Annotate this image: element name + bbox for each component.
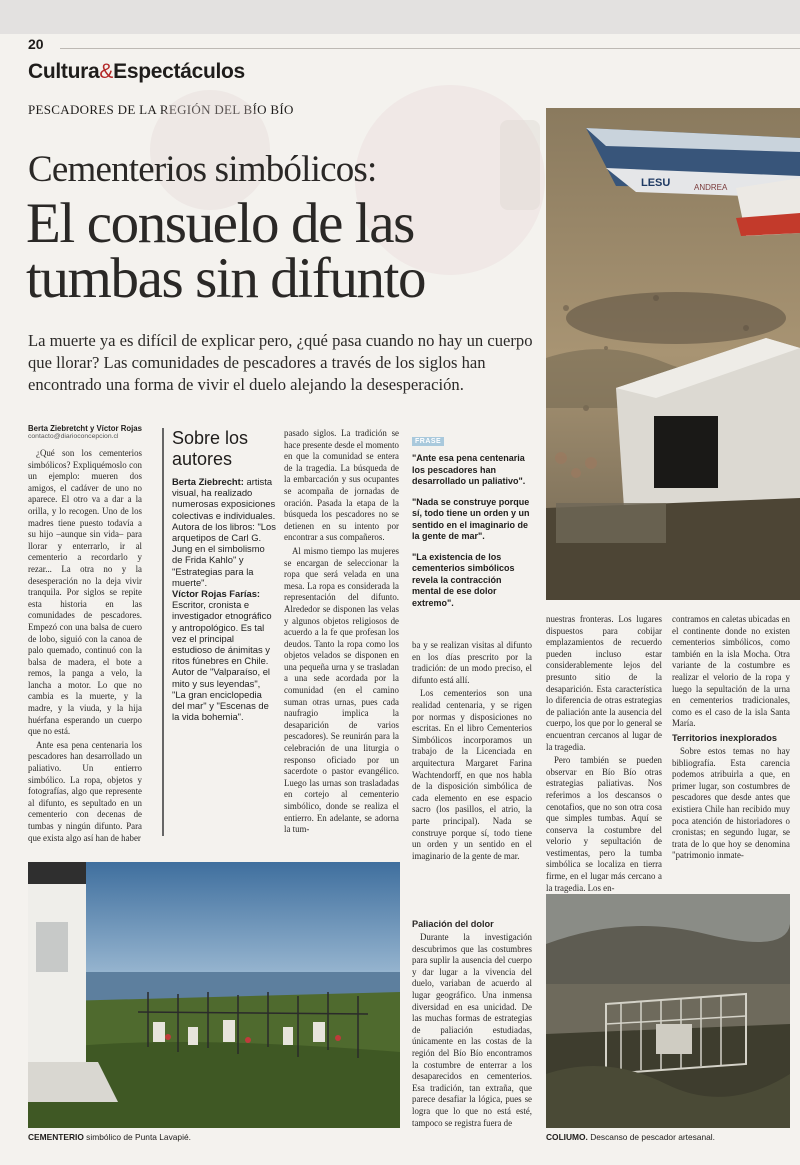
caption-coliumo-bold: COLIUMO. [546,1132,588,1142]
paragraph: Ante esa pena centenaria los pescadores han desarrollado un paliativo. Un entierro simbólico. La ropa, objetos y fotografías, algo que represente al difunto, es sepultado en un cementerio con decenas de tumbas y ningún difunto. Para que exista algo así han de haber [28,739,142,843]
caption-coliumo-text: Descanso de pescador artesanal. [587,1132,715,1142]
article-column-4-bottom [412,918,532,1144]
section-ampersand: & [99,60,114,83]
paragraph: ba y se realizan visitas al difunto en los días prescrito por la tradición: de un modo preciso, el difunto está allí. [412,640,532,685]
headline-line2: El consuelo de las tumbas sin difunto [26,192,426,310]
paragraph: Pero también se pueden observar en Bío Bío otras estrategias paliativas. Nos referimos a los descansos o cenotafios, que no son otra cosa que simples tumbas. Aquí se conserva la costumbre del velorio y sepultación de vestimentas, pero la tumba simbólica se localiza en tierra firme, en el lugar más cercano a la tragedia. Los en- [546,755,662,893]
subhead-paliacion: Paliación del dolor [412,919,494,929]
boat-label-2: ANDREA [694,183,728,192]
caption-cemetery-bold: CEMENTERIO [28,1132,84,1142]
author-name-berta: Berta Ziebrecht: [172,476,244,487]
authors-box-title: Sobre los autores [172,428,249,469]
article-column-5 [546,614,662,893]
author-bio-berta: artista visual, ha realizado numerosas exposiciones colectivas e individuales. Autora de los libros: "Los arquetipos de Carl G. Jung en el simbolismo de Frida Kahlo" y "Estrategias para la muerte". [172,476,276,588]
paragraph: Durante la investigación descubrimos que las costumbres para suplir la ausencia del cuerpo y dar lugar a la vivencia del duelo, variaban de acuerdo al lugar geográfico. Una inmensa diversidad en esa unicidad. De las muchas formas de estrategias de paliación estudiadas, únicamente en las costas de la región del Bío Bío encontramos la costumbre de enterrar a los desaparecidos en cementerios. Esa tradición, tan extraña, que parece desafiar la lógica, pues se logra que lo que no está esté, tampoco se registra fuera de [412,932,532,1128]
page-number: 20 [28,36,44,52]
paragraph: pasado siglos. La tradición se hace presente desde el momento en que la comunidad se entera de la tragedia. La búsqueda de la embarcación y sus ocupantes se acompaña de jornadas de oración. Pasada la etapa de la búsqueda los pescadores no se detienen en su intento por encontrar a sus compañeros. [284,428,399,543]
paragraph: Sobre estos temas no hay bibliografía. Esta carencia podemos atribuirla a que, en primer lugar, son costumbres de pescadores que desde antes que existiera Chile han recibido muy poca atención de historiadores o cronistas; en segundo lugar, se trata de lo que hoy se denomina "patrimonio inmate- [672,745,790,861]
section-title-a: Cultura [28,60,100,83]
paragraph: Los cementerios son una realidad centenaria, y se rigen por normas y disposiciones no escritas. En el libro Cementerios Simbólicos incorporamos un trabajo de la Licenciada en arquitectura Margaret Farina Wachtendorff, en que nos habla de la disposición simbólica de cada elemento en ese espacio sacro (los pasillos, el atrio, la parte principal). Nada se construye porque sí, todo tiene un orden y un sentido en el imaginario de la gente de mar. [412,688,532,861]
boat-label: LESU [641,177,671,189]
authors-box [162,428,276,836]
paragraph: contramos en caletas ubicadas en el continente donde no existen cementerios simbólicos, como también en la isla Mocha. Otra variante de la costumbre es realizar el velorio de la ropa y luego la sepultación de la urna en cementerios tradicionales, como es el caso de la isla Santa María. [672,614,790,729]
section-title-b: Espectáculos [113,60,245,83]
header-rule [60,48,800,49]
quote-3: "La existencia de los cementerios simbólicos revela la contracción mental de ese dolor extremo". [412,551,515,608]
kicker: PESCADORES DE LA REGIÓN DEL BÍO BÍO [28,102,294,117]
photo-cemetery-punta-lavapie [28,862,400,1128]
quotes-box [412,428,532,638]
paragraph: Al mismo tiempo las mujeres se encargan de seleccionar la ropa que será velada en una mesa. La ropa es considerada la representación del difunto. Alrededor se disponen las velas y algunos objetos religiosos de acuerdo a la fe que profesan los deudos. Tanto la ropa como los objetos velados se disponen en una pequeña urna y se trasladan a una sede acordada por la comunidad (en el camino suman otras urnas, pues cada naufragio implica la desaparición de varios pescadores). Se reunirán para la celebración de una liturgia o responso oficiado por un sacerdote o pastor evangélico. Luego las urnas son trasladadas en cortejo al cementerio simbólico, donde se realiza el entierro. En adelante, se adorna la tum- [284,545,399,835]
headline-line1: Cementerios simbólicos: [28,149,377,190]
article-column-1 [28,448,142,868]
caption-cemetery [28,1132,191,1142]
quote-1: "Ante esa pena centenaria los pescadores han desarrollado un paliativo". [412,453,526,486]
scan-top-band [0,0,800,34]
caption-cemetery-text: simbólico de Punta Lavapié. [83,1132,191,1142]
quote-2: "Nada se construye porque sí, todo tiene un orden y un sentido en el imaginario de la gente de mar". [412,496,530,541]
photo-beach-tomb [546,108,800,600]
quote-tag: FRASE [412,437,444,446]
photo-coliumo-grave [546,894,790,1128]
quotes-list [412,453,532,609]
article-column-6 [672,614,790,886]
authors-box-body [172,476,276,722]
article-column-4 [412,640,532,902]
subhead-territorios: Territorios inexplorados [672,732,777,743]
paragraph: nuestras fronteras. Los lugares dispuestos para cobijar emplazamientos de recuerdo pueden incluso estar considerablemente lejos del presunto sitio de la desaparición. Esta característica lo diferencia de otras estrategias de paliación ante la ausencia del cuerpo, los que por lo general se encuentran cercanos al lugar de la tragedia. [546,614,662,752]
author-name-victor: Víctor Rojas Farías: [172,588,261,600]
byline-authors: Berta Ziebretcht y Víctor Rojas [28,424,142,433]
article-column-3 [284,428,399,884]
paragraph: ¿Qué son los cementerios simbólicos? Expliquémoslo con un ejemplo: mueren dos amigos, el cadáver de uno no aparece. El otro va a dar a la orilla, y lo recogen. Uno de los madres tiene puesto todavía a su hijo –aunque sin vida– para llorar y enterrarlo, ir al cementerio a recordarlo y rezar... La otra no y la desesperación no la deja vivir tranquila. Por siglos se repite esta historia en las comunidades de pescadores. Empezó con una balsa de cuero de lobo, siguió con la canoa de palo quemado, continuó con la balsa de madera, el bote a remos, la panga a velo, la lancha a motor. Lo que no cambia es la muerte, y la madre, y la viuda, y la hija huérfana esperando un cuerpo que no está. [28,448,142,737]
author-bio-victor: Escritor, cronista e investigador etnográfico y antropológico. Es tal vez el principal estudioso de ánimitas y ritos fúnebres en Chile. Autor de "Valparaíso, el mito y sus leyendas", "La gran enciclopedia del mar" y "Escenas de la vida bohemia". [172,599,272,723]
lead-paragraph: La muerte ya es difícil de explicar pero, ¿qué pasa cuando no hay un cuerpo que llorar? Las comunidades de pescadores a través de los siglos han encontrado una forma de vivir el duelo alejando la desesperación. [28,331,533,394]
byline-email: contacto@diarioconcepcion.cl [28,433,119,440]
caption-coliumo [546,1132,715,1142]
